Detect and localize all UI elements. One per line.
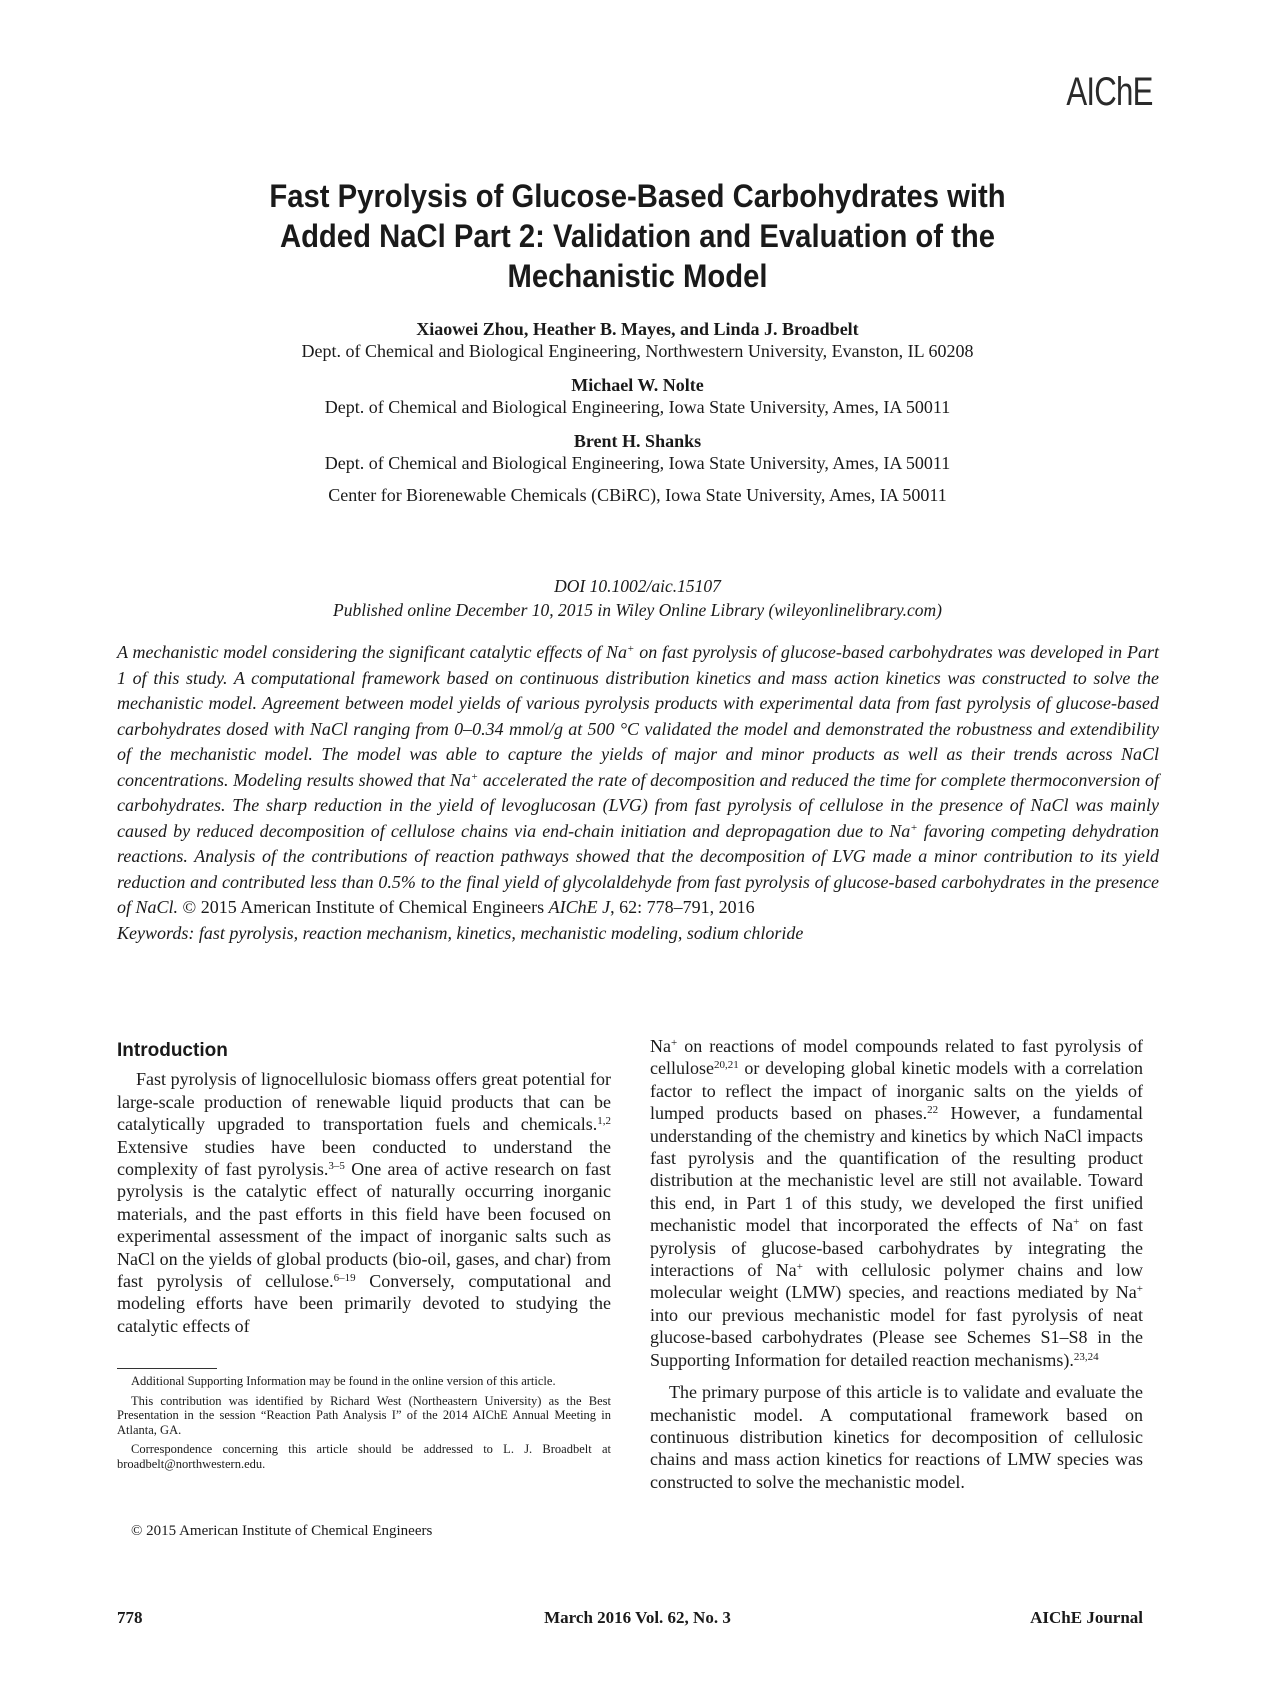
- intro-paragraph-1: Fast pyrolysis of lignocellulosic biomass offers great potential for large-scale production of renewable liquid products that can be catalytically upgraded to transportation fuels and chemicals.$^{1,2}$ Extensive studies have been conducted to understand the complexity of fast pyrolysis.$^{3-5}$ One area of active research on fast pyrolysis is the catalytic effect of naturally occurring inorganic materials, and the past efforts in this field have been focused on experimental assessment of the impact of inorganic salts such as NaCl on the yields of global products (bio-oil, gases, and char) from fast pyrolysis of cellulose.$^{6-19}$ Conversely, computational and modeling efforts have been primarily devoted to studying the catalytic effects of: [117, 1069, 611, 1336]
- journal-logo: AIChE: [1066, 70, 1153, 114]
- title-line: Added NaCl Part 2: Validation and Evaluation of the: [279, 218, 996, 254]
- published-online: Published online December 10, 2015 in Wiley Online Library (wileyonlinelibrary.com): [333, 600, 942, 620]
- author-group-3: [150, 430, 1125, 506]
- left-column: [117, 1040, 611, 1337]
- intro-paragraph-3: The primary purpose of this article is to validate and evaluate the mechanistic model. A computational framework based on continuous distribution kinetics for decomposition of cellulosic chains and mass action kinetics for reactions of LMW species was constructed to solve the mechanistic model.: [650, 1382, 1143, 1492]
- author-names: Xiaowei Zhou, Heather B. Mayes, and Linda J. Broadbelt: [416, 319, 859, 339]
- citation: , 62: 778–791, 2016: [610, 897, 755, 917]
- author-names: Michael W. Nolte: [571, 375, 704, 395]
- footnote: Additional Supporting Information may be found in the online version of this article.: [131, 1374, 556, 1388]
- doi-block: [150, 574, 1125, 622]
- abstract-text: A mechanistic model considering the significant catalytic effects of Na+ on fast pyrolysis of glucose-based carbohydrates was developed in Part 1 of this study. A computational framework based on continuous distribution kinetics and mass action kinetics was constructed to solve the mechanistic model. Agreement between model yields of various pyrolysis products with experimental data from fast pyrolysis of glucose-based carbohydrates dosed with NaCl ranging from 0–0.34 mmol/g at 500 °C validated the model and demonstrated the robustness and extendibility of the mechanistic model. The model was able to capture the yields of major and minor products as well as their trends across NaCl concentrations. Modeling results showed that Na+ accelerated the rate of decomposition and reduced the time for complete thermoconversion of carbohydrates. The sharp reduction in the yield of levoglucosan (LVG) from fast pyrolysis of cellulose in the presence of NaCl was mainly caused by reduced decomposition of cellulose chains via end-chain initiation and depropagation due to Na+ favoring competing dehydration reactions. Analysis of the contributions of reaction pathways showed that the decomposition of LVG made a minor contribution to its yield reduction and contributed less than 0.5% to the final yield of glycolaldehyde from fast pyrolysis of glucose-based carbohydrates in the presence of NaCl.: [117, 642, 1159, 917]
- footnote-rule: [117, 1368, 217, 1369]
- author-group-1: [150, 318, 1125, 362]
- journal-abbrev: AIChE J: [548, 897, 611, 917]
- author-affiliation: Dept. of Chemical and Biological Engineering, Iowa State University, Ames, IA 50011: [324, 397, 951, 417]
- abstract-copyright: © 2015 American Institute of Chemical Engineers: [182, 897, 545, 917]
- footnote: This contribution was identified by Richard West (Northeastern University) as the Best Presentation in the session “Reaction Path Analysis I” of the 2014 AIChE Annual Meeting in Atlanta, GA.: [117, 1393, 611, 1437]
- abstract: [117, 640, 1159, 946]
- issue-info: March 2016 Vol. 62, No. 3: [544, 1608, 731, 1627]
- right-column: [650, 1035, 1143, 1493]
- footer-copyright: © 2015 American Institute of Chemical Engineers: [131, 1523, 433, 1539]
- author-affiliation: Dept. of Chemical and Biological Engineering, Northwestern University, Evanston, IL 60208: [301, 341, 974, 361]
- journal-name: AIChE Journal: [1030, 1608, 1143, 1627]
- title-line: Mechanistic Model: [507, 258, 768, 294]
- title-line: Fast Pyrolysis of Glucose-Based Carbohydrates with: [269, 178, 1006, 214]
- footnotes: [117, 1374, 611, 1476]
- author-group-2: [150, 374, 1125, 418]
- author-affiliation: Dept. of Chemical and Biological Engineering, Iowa State University, Ames, IA 50011: [324, 453, 951, 473]
- section-heading-introduction: Introduction: [117, 1040, 228, 1061]
- doi[interactable]: DOI 10.1002/aic.15107: [554, 576, 721, 596]
- author-names: Brent H. Shanks: [573, 431, 702, 451]
- footnote: Correspondence concerning this article should be addressed to L. J. Broadbelt at broadbelt@northwestern.edu.: [117, 1442, 611, 1471]
- keywords: Keywords: fast pyrolysis, reaction mechanism, kinetics, mechanistic modeling, sodium chloride: [117, 922, 804, 943]
- page-number: 778: [117, 1608, 143, 1627]
- paper-title: [150, 176, 1125, 296]
- author-affiliation-secondary: Center for Biorenewable Chemicals (CBiRC), Iowa State University, Ames, IA 50011: [328, 485, 947, 505]
- intro-paragraph-2: Na+ on reactions of model compounds related to fast pyrolysis of cellulose$^{20,21}$ or developing global kinetic models with a correlation factor to reflect the impact of inorganic salts on the yields of lumped products based on phases.$^{22}$ However, a fundamental understanding of the chemistry and kinetics by which NaCl impacts fast pyrolysis and the quantification of the resulting product distribution at the mechanistic level are still not available. Toward this end, in Part 1 of this study, we developed the first unified mechanistic model that incorporated the effects of Na+ on fast pyrolysis of glucose-based carbohydrates by integrating the interactions of Na+ with cellulosic polymer chains and low molecular weight (LMW) species, and reactions mediated by Na+ into our previous mechanistic model for fast pyrolysis of neat glucose-based carbohydrates (Please see Schemes S1–S8 in the Supporting Information for detailed reaction mechanisms).$^{23,24}$: [650, 1036, 1144, 1370]
